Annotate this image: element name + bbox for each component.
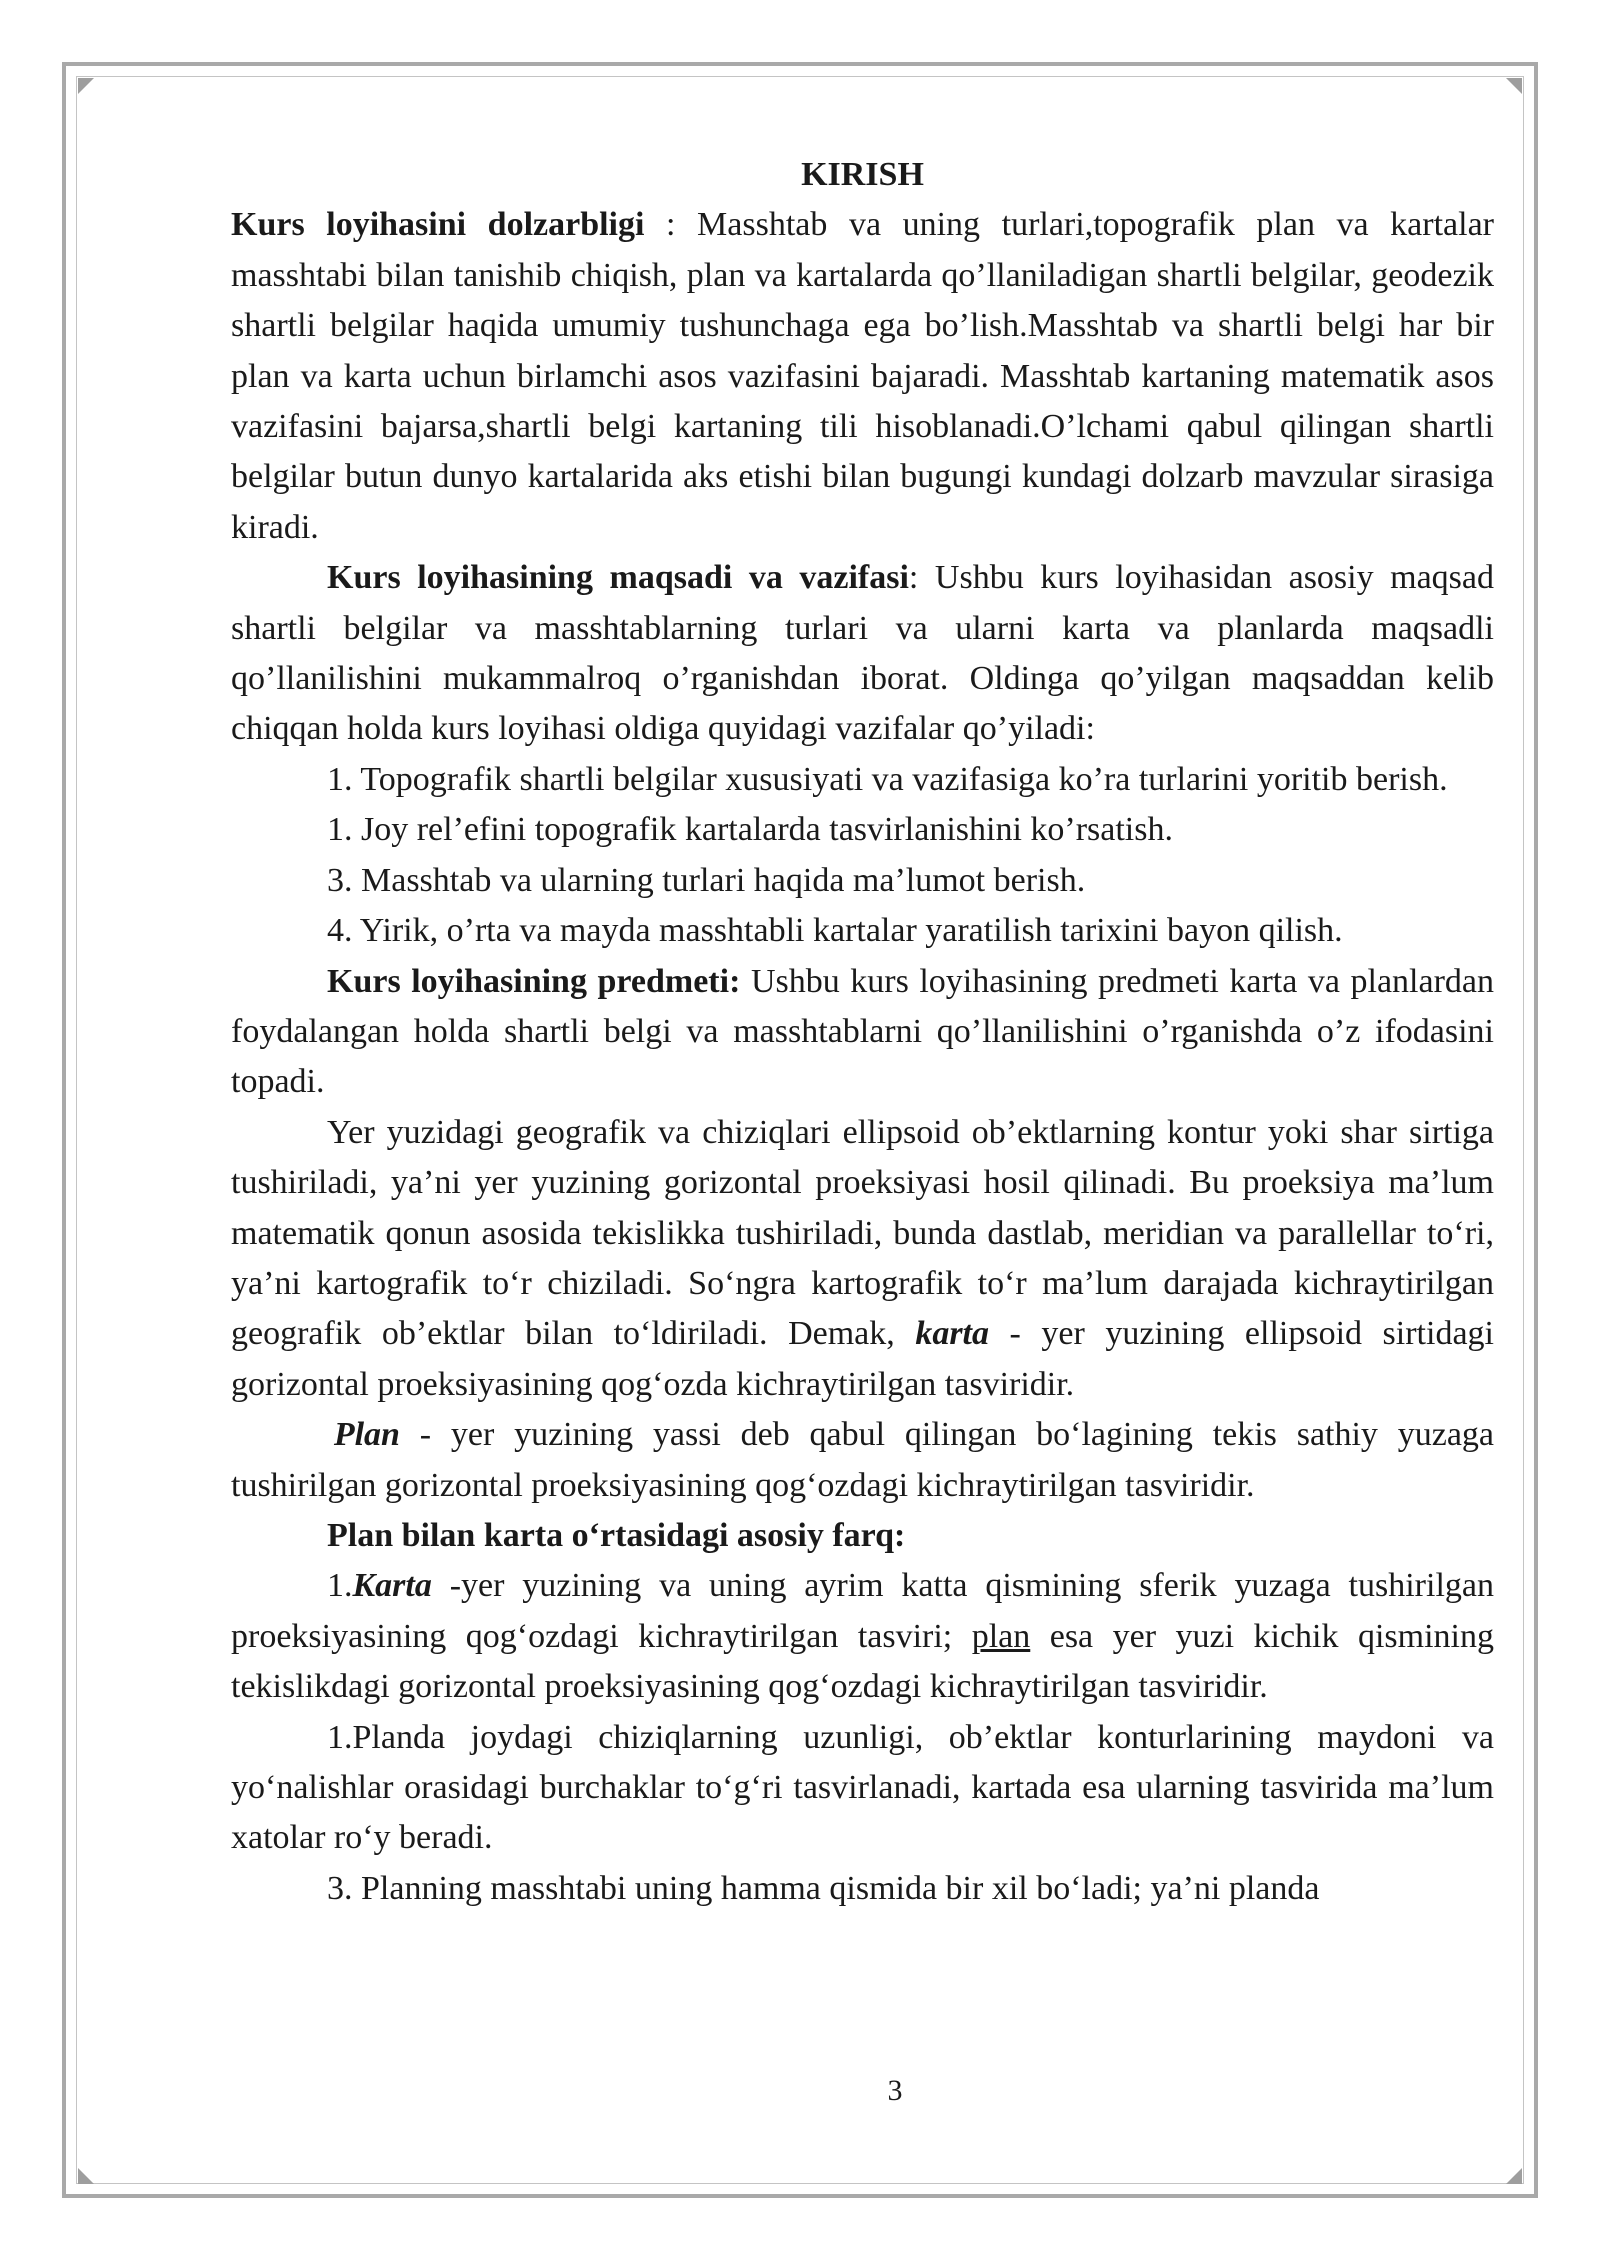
difference-text-end: esa yer yuzi kichik qismining tekislikdagi gorizontal proeksiyasining qog‘ozdagi kichraytirilgan tasviridir. [231,1617,1494,1706]
map-definition-text: Yer yuzidagi geografik va chiziqlari ellipsoid ob’ektlarning kontur yoki shar sirtiga tushiriladi, ya’ni yer yuzining gorizontal proeksiyasi hosil qilinadi. Bu proeksiya ma’lum matematik qonun asosida tekislikka tushiriladi, bunda dastlab, meridian va parallellar to‘ri, ya’ni kartografik to‘r chiziladi. So‘ngra kartografik to‘r ma’lum darajada kichraytirilgan geografik ob’ektlar bilan to‘ldiriladi. Demak, [231,1113,1494,1353]
map-definition-text-end: - yer yuzining ellipsoid sirtidagi gorizontal proeksiyasining qog‘ozda kichraytirilgan tasviridir. [231,1315,1494,1403]
document-body [231,150,1494,1914]
goal-text: : Ushbu kurs loyihasidan asosiy maqsad shartli belgilar va masshtablarning turlari va ularni karta va planlarda maqsadli qo’llanilishini mukammalroq o’rganishdan iborat. Oldinga qo’yilgan maqsaddan kelib chiqqan holda kurs loyihasi oldiga quyidagi vazifalar qo’yiladi: [231,559,1494,748]
page-number: 3 [887,2074,903,2107]
corner-ornament-top-left [78,78,94,94]
paragraph-map-definition [231,1108,1494,1410]
term-karta-2: Karta [352,1567,432,1605]
corner-ornament-bottom-right [1506,2168,1522,2184]
task-item: 1. Topografik shartli belgilar xususiyati va vazifasiga ko’ra turlarini yoritib berish. [327,760,1448,798]
corner-ornament-bottom-left [78,2168,94,2184]
goal-heading: Kurs loyihasining maqsadi va vazifasi [327,559,909,597]
subheading-differences [231,1511,1494,1561]
difference-item-1 [231,1561,1494,1712]
paragraph-goal [231,553,1494,755]
page-title: KIRISH [801,156,924,193]
paragraph-plan-definition [231,1410,1494,1511]
subheading-text: Plan bilan karta o‘rtasidagi asosiy farq: [327,1516,906,1554]
task-item: 4. Yirik, o’rta va mayda masshtabli kartalar yaratilish tarixini bayon qilish. [327,912,1343,950]
task-item: 1. Joy rel’efini topografik kartalarda tasvirlanishini ko’rsatish. [327,811,1173,849]
relevance-heading: Kurs loyihasini dolzarbligi [231,206,645,244]
difference-number: 1. [327,1567,353,1605]
relevance-text: : Masshtab va uning turlari,topografik plan va kartalar masshtabi bilan tanishib chiqish, plan va kartalarda qo’llaniladigan shartli belgilar, geodezik shartli belgilar haqida umumiy tushunchaga ega bo’lish.Masshtab va shartli belgi har bir plan va karta uchun birlamchi asos vazifasini bajaradi. Masshtab kartaning matematik asos vazifasini bajarsa,shartli belgi kartaning tili hisoblanadi.O’lchami qabul qilingan shartli belgilar butun dunyo kartalarida aks etishi bilan bugungi kundagi dolzarb mavzular sirasiga kiradi. [231,206,1494,546]
difference-text: -yer yuzining va uning ayrim katta qismining sferik yuzaga tushirilgan proeksiyasining qog‘ozdagi kichraytirilgan tasviri; [231,1567,1494,1655]
subject-heading: Kurs loyihasining predmeti: [327,962,741,1000]
underlined-plan: plan [971,1617,1031,1655]
term-plan: Plan [333,1416,400,1454]
subject-text: Ushbu kurs loyihasining predmeti karta va planlardan foydalangan holda shartli belgi va masshtablarni qo’llanilishini o’rganishda o’z ifodasini topadi. [231,962,1495,1101]
difference-item-2: 1.Planda joydagi chiziqlarning uzunligi, ob’ektlar konturlarining maydoni va yo‘nalishlar orasidagi burchaklar to‘g‘ri tasvirlanadi, kartada esa ularning tasvirida ma’lum xatolar ro‘y beradi. [231,1718,1494,1857]
difference-item-3: 3. Planning masshtabi uning hamma qismida bir xil bo‘ladi; ya’ni planda [327,1869,1320,1907]
corner-ornament-top-right [1506,78,1522,94]
paragraph-subject [231,957,1494,1108]
paragraph-relevance [231,200,1494,553]
term-karta: karta [915,1315,989,1353]
plan-definition-text: - yer yuzining yassi deb qabul qilingan bo‘lagining tekis sathiy yuzaga tushirilgan gorizontal proeksiyasining qog‘ozdagi kichraytirilgan tasviridir. [231,1416,1494,1504]
task-item: 3. Masshtab va ularning turlari haqida ma’lumot berish. [327,861,1086,899]
